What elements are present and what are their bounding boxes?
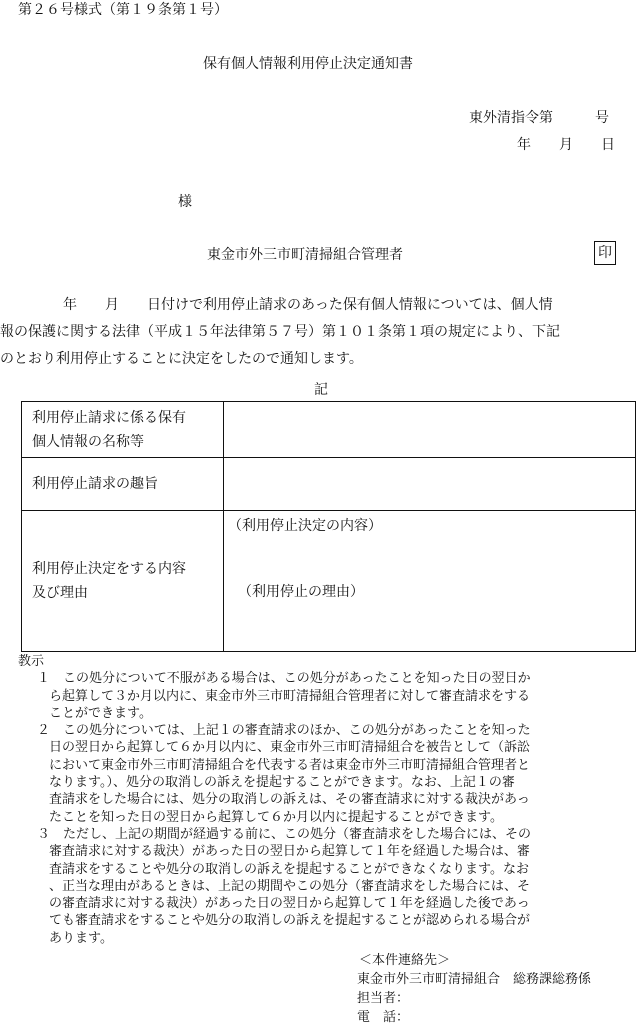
- instruction-line: の審査請求に対する裁決）があった日の翌日から起算して１年を経過した後であっ: [49, 896, 530, 912]
- document-number: 東外清指令第 号: [469, 110, 609, 126]
- instruction-line: ら起算して３か月以内に、東金市外三市町清掃組合管理者に対して審査請求をする: [49, 688, 531, 704]
- instruction-line: ても審査請求をすることや処分の取消しの訴えを提起することが認められる場合が: [49, 913, 531, 929]
- row-label-decision-line-1: 利用停止決定をする内容: [32, 561, 186, 577]
- row-label-decision: [22, 511, 224, 652]
- instruction-line: なります。）、処分の取消しの訴えを提起することができます。なお、上記１の審: [49, 775, 515, 791]
- body-line-1: 年 月 日付けで利用停止請求のあった保有個人情報については、個人情: [35, 297, 553, 313]
- document-title: 保有個人情報利用停止決定通知書: [203, 56, 413, 72]
- table-row-decision: [22, 511, 636, 652]
- contact-person-label: 担当者：: [357, 991, 410, 1006]
- body-line-3: のとおり利用停止することに決定をしたので通知します。: [0, 351, 363, 367]
- instruction-line: あります。: [49, 930, 113, 946]
- issue-date: 年 月 日: [517, 137, 615, 153]
- instruction-line: 日の翌日から起算して６か月以内に、東金市外三市町清掃組合を被告として（訴訟: [49, 740, 531, 756]
- seal-stamp: 印: [594, 241, 616, 265]
- instruction-line: において東金市外三市町清掃組合を代表する者は東金市外三市町清掃組合管理者と: [49, 757, 531, 773]
- instructions-section: [18, 653, 532, 947]
- instruction-number: ３: [37, 826, 51, 842]
- instructions-heading: 教示: [18, 654, 45, 669]
- instruction-line: たことを知った日の翌日から起算して６か月以内に提起することができます。: [49, 809, 503, 825]
- issuer-name: 東金市外三市町清掃組合管理者: [207, 247, 403, 263]
- instruction-item-1: [21, 670, 531, 722]
- row-value-purpose: [224, 458, 636, 511]
- instruction-line: ただし、上記の期間が経過する前に、この処分（審査請求をした場合には、その: [63, 826, 532, 842]
- row-value-name: [224, 402, 636, 458]
- table-row-purpose: [22, 458, 636, 511]
- decision-reason-heading: （利用停止の理由）: [238, 584, 364, 600]
- row-label-name: [22, 402, 224, 458]
- decision-content-heading: （利用停止決定の内容）: [228, 518, 382, 534]
- instruction-item-2: [21, 722, 531, 826]
- instruction-item-3: [21, 826, 531, 947]
- instruction-number: １: [37, 671, 51, 687]
- form-number: 第２６号様式（第１９条第１号）: [18, 2, 228, 18]
- instruction-line: この処分については、上記１の審査請求のほか、この処分があったことを知った: [63, 723, 531, 739]
- row-label-decision-line-2: 及び理由: [32, 585, 88, 601]
- contact-organization: 東金市外三市町清掃組合 総務課総務係: [357, 972, 592, 987]
- ki-label: 記: [314, 382, 328, 398]
- row-label-name-line-2: 個人情報の名称等: [32, 433, 144, 450]
- row-label-purpose: 利用停止請求の趣旨: [22, 458, 224, 511]
- decision-table: [21, 401, 636, 652]
- contact-heading: ＜本件連絡先＞: [359, 953, 451, 968]
- body-line-2: 報の保護に関する法律（平成１５年法律第５７号）第１０１条第１項の規定により、下記: [0, 324, 560, 340]
- table-row-name: [22, 402, 636, 458]
- instruction-line: この処分について不服がある場合は、この処分があったことを知った日の翌日か: [63, 671, 531, 687]
- instruction-line: 査請求をした場合には、処分の取消しの訴えは、その審査請求に対する裁決があっ: [49, 792, 530, 808]
- contact-phone-label: 電 話：: [357, 1010, 410, 1025]
- row-value-decision: [224, 511, 636, 652]
- instruction-number: ２: [37, 723, 51, 739]
- instruction-line: 、正当な理由があるときは、上記の期間やこの処分（審査請求をした場合には、そ: [49, 878, 531, 894]
- contact-block: [357, 951, 591, 1027]
- instruction-line: 審査請求に対する裁決）があった日の翌日から起算して１年を経過した場合は、審: [49, 844, 530, 860]
- row-label-name-line-1: 利用停止請求に係る保有: [32, 409, 186, 426]
- instruction-line: 査請求をすることや処分の取消しの訴えを提起することができなくなります。なお: [49, 861, 529, 877]
- instruction-line: ことができます。: [49, 705, 152, 721]
- recipient-suffix: 様: [178, 194, 192, 210]
